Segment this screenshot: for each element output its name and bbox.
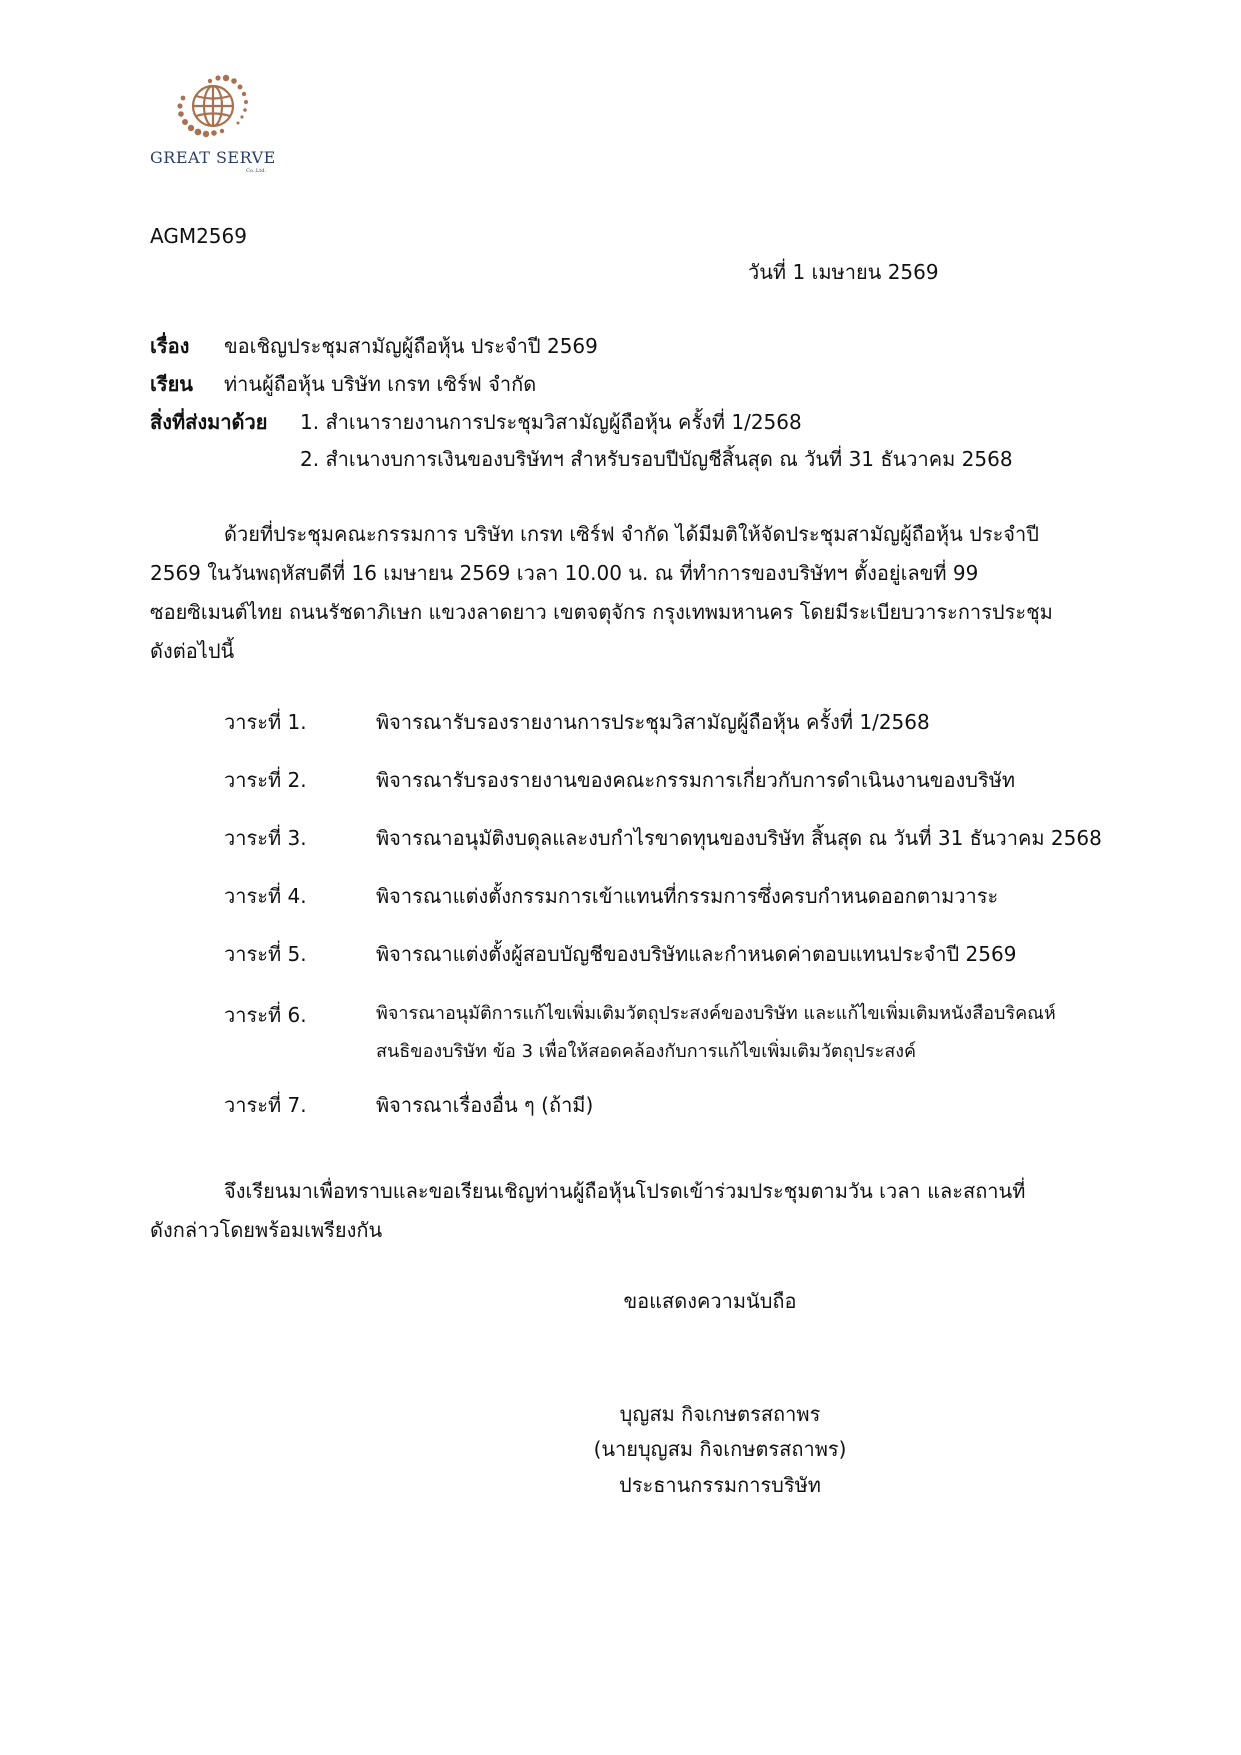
agenda-number-6: วาระที่ 6.	[224, 1003, 307, 1027]
agenda-number-7: วาระที่ 7.	[224, 1093, 307, 1117]
signature-position: ประธานกรรมการบริษัท	[619, 1473, 821, 1497]
attachments-label: สิ่งที่ส่งมาด้วย	[150, 410, 268, 434]
attachment-item-1: 1. สำเนารายงานการประชุมวิสามัญผู้ถือหุ้น ครั้งที่ 1/2568	[300, 410, 802, 434]
agenda-text-4: พิจารณาแต่งตั้งกรรมการเข้าแทนที่กรรมการซึ่งครบกำหนดออกตามวาระ	[376, 884, 999, 908]
recipient-label: เรียน	[150, 372, 193, 396]
agenda-number-1: วาระที่ 1.	[224, 710, 307, 734]
subject-label: เรื่อง	[150, 334, 190, 358]
intro-line-1: ด้วยที่ประชุมคณะกรรมการ บริษัท เกรท เซิร์ฟ จำกัด ได้มีมติให้จัดประชุมสามัญผู้ถือหุ้น ประจำปี	[224, 522, 1039, 546]
signature-full-name: (นายบุญสม กิจเกษตรสถาพร)	[593, 1437, 847, 1461]
agenda-number-4: วาระที่ 4.	[224, 884, 307, 908]
attachment-item-2: 2. สำเนางบการเงินของบริษัทฯ สำหรับรอบปีบัญชีสิ้นสุด ณ วันที่ 31 ธันวาคม 2568	[300, 447, 1013, 471]
closing-line-2: ดังกล่าวโดยพร้อมเพรียงกัน	[150, 1218, 383, 1242]
agenda-text-7: พิจารณาเรื่องอื่น ๆ (ถ้ามี)	[376, 1093, 594, 1117]
intro-line-2: 2569 ในวันพฤหัสบดีที่ 16 เมษายน 2569 เวลา 10.00 น. ณ ที่ทำการของบริษัทฯ ตั้งอยู่เลขที่ 99	[150, 561, 979, 585]
agenda-number-5: วาระที่ 5.	[224, 942, 307, 966]
agenda-text-6-continued: สนธิของบริษัท ข้อ 3 เพื่อให้สอดคล้องกับการแก้ไขเพิ่มเติมวัตถุประสงค์	[376, 1041, 917, 1062]
closing-line-1: จึงเรียนมาเพื่อทราบและขอเรียนเชิญท่านผู้ถือหุ้นโปรดเข้าร่วมประชุมตามวัน เวลา และสถานที่	[224, 1179, 1026, 1203]
intro-line-3: ซอยซิเมนต์ไทย ถนนรัชดาภิเษก แขวงลาดยาว เขตจตุจักร กรุงเทพมหานคร โดยมีระเบียบวาระการประชุม	[150, 600, 1053, 624]
globe-logo-icon	[150, 72, 280, 152]
agenda-text-1: พิจารณารับรองรายงานการประชุมวิสามัญผู้ถือหุ้น ครั้งที่ 1/2568	[376, 710, 930, 734]
subject-value: ขอเชิญประชุมสามัญผู้ถือหุ้น ประจำปี 2569	[224, 334, 598, 358]
letter-date: วันที่ 1 เมษายน 2569	[748, 260, 939, 284]
agenda-number-2: วาระที่ 2.	[224, 768, 307, 792]
agenda-text-6: พิจารณาอนุมัติการแก้ไขเพิ่มเติมวัตถุประสงค์ของบริษัท และแก้ไขเพิ่มเติมหนังสือบริคณห์	[376, 1003, 1056, 1024]
agenda-text-2: พิจารณารับรองรายงานของคณะกรรมการเกี่ยวกับการดำเนินงานของบริษัท	[376, 768, 1016, 792]
agenda-text-3: พิจารณาอนุมัติงบดุลและงบกำไรขาดทุนของบริษัท สิ้นสุด ณ วันที่ 31 ธันวาคม 2568	[376, 826, 1102, 850]
company-logo-suffix: Co.,Ltd.	[246, 168, 267, 174]
signature-name: บุญสม กิจเกษตรสถาพร	[619, 1402, 821, 1426]
company-logo	[150, 72, 280, 184]
company-logo-text: GREAT SERVE	[150, 148, 276, 167]
recipient-value: ท่านผู้ถือหุ้น บริษัท เกรท เซิร์ฟ จำกัด	[224, 372, 537, 396]
intro-line-4: ดังต่อไปนี้	[150, 639, 235, 663]
agenda-number-3: วาระที่ 3.	[224, 826, 307, 850]
closing-regards: ขอแสดงความนับถือ	[623, 1289, 797, 1313]
reference-number: AGM2569	[150, 224, 247, 248]
agenda-text-5: พิจารณาแต่งตั้งผู้สอบบัญชีของบริษัทและกำหนดค่าตอบแทนประจำปี 2569	[376, 942, 1017, 966]
